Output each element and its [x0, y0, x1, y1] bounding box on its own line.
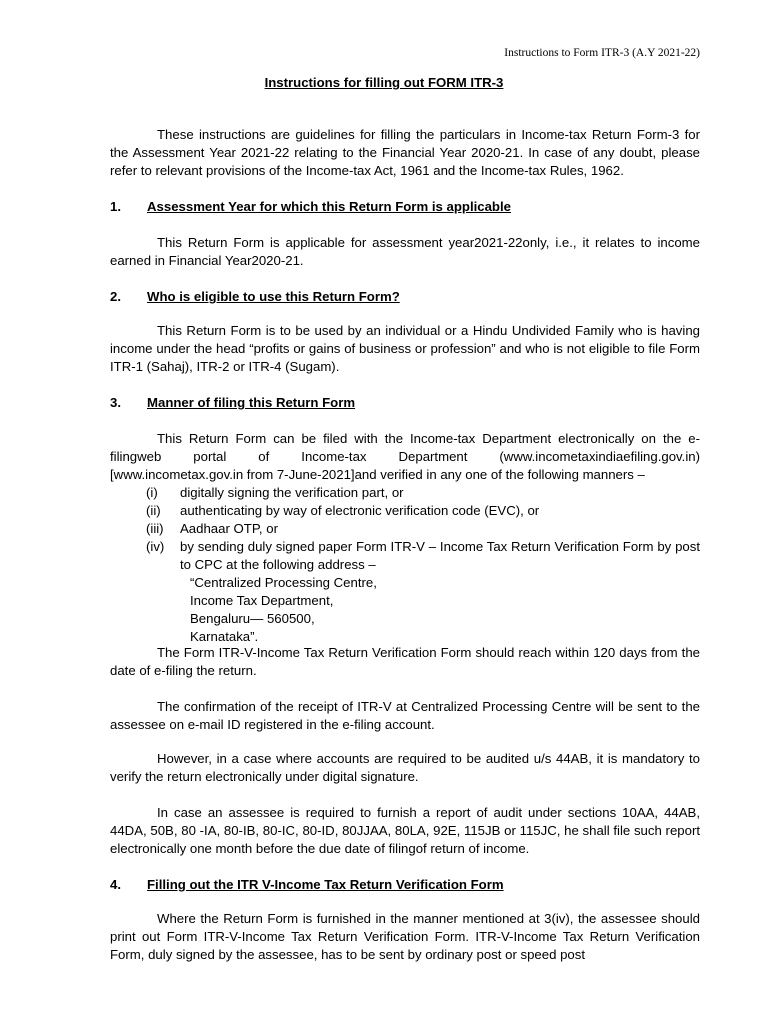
- list-text: authenticating by way of electronic verification code (EVC), or: [180, 503, 540, 518]
- section-3-paragraph: In case an assessee is required to furnish a report of audit under sections 10AA, 44AB, 44DA, 50B, 80 -IA, 80-IB, 80-IC, 80-ID, 80JJAA, 80LA, 92E, 115JB or 115JC, he shall file such report electronically one month before the due date of filingof return of income.: [110, 805, 700, 856]
- section-3-paragraph: The confirmation of the receipt of ITR-V at Centralized Processing Centre will be sent to the assessee on e-mail ID registered in the e-filing account.: [110, 699, 700, 732]
- verification-manners-list: [146, 484, 700, 574]
- intro-paragraph: These instructions are guidelines for filling the particulars in Income-tax Return Form-3 for the Assessment Year 2021-22 relating to the Financial Year 2020-21. In case of any doubt, please refer to relevant provisions of the Income-tax Act, 1961 and the Income-tax Rules, 1962.: [110, 127, 700, 178]
- section-4-paragraph: Where the Return Form is furnished in the manner mentioned at 3(iv), the assessee should print out Form ITR-V-Income Tax Return Verification Form. ITR-V-Income Tax Return Verification Form, duly signed by the assessee, has to be sent by ordinary post or speed post: [110, 911, 700, 962]
- section-1-heading: [110, 198, 700, 216]
- address-line: “Centralized Processing Centre,: [190, 575, 377, 590]
- address-line: Bengaluru— 560500,: [190, 611, 315, 626]
- document-title: Instructions for filling out FORM ITR-3: [264, 75, 504, 90]
- section-title: Assessment Year for which this Return Form is applicable: [147, 199, 511, 214]
- section-title: Filling out the ITR V-Income Tax Return Verification Form: [147, 877, 504, 892]
- section-number: 1.: [110, 199, 121, 214]
- lead-line: [www.incometax.gov.in from 7-June-2021]and verified in any one of the following manners –: [110, 467, 645, 482]
- list-text: digitally signing the verification part, or: [180, 485, 404, 500]
- section-3-heading: [110, 394, 700, 412]
- list-item: [146, 502, 700, 520]
- list-text: by sending duly signed paper Form ITR-V – Income Tax Return Verification Form by post to CPC at the following address –: [180, 539, 700, 572]
- page-header: Instructions to Form ITR-3 (A.Y 2021-22): [504, 47, 700, 59]
- list-item: [146, 520, 700, 538]
- list-marker: (i): [146, 485, 158, 500]
- section-number: 2.: [110, 289, 121, 304]
- section-2-heading: [110, 288, 700, 306]
- list-marker: (ii): [146, 503, 161, 518]
- section-title: Manner of filing this Return Form: [147, 395, 356, 410]
- section-3-paragraph: The Form ITR-V-Income Tax Return Verification Form should reach within 120 days from the date of e-filing the return.: [110, 645, 700, 678]
- cpc-address: [190, 574, 377, 646]
- list-marker: (iii): [146, 521, 164, 536]
- lead-line: filingweb portal of Income-tax Department (www.incometaxindiaefiling.gov.in): [110, 449, 700, 464]
- section-3-paragraph: However, in a case where accounts are required to be audited u/s 44AB, it is mandatory to verify the return electronically under digital signature.: [110, 751, 700, 784]
- address-line: Karnataka”.: [190, 629, 259, 644]
- section-title: Who is eligible to use this Return Form?: [147, 289, 400, 304]
- list-item: [146, 538, 700, 574]
- list-text: Aadhaar OTP, or: [180, 521, 278, 536]
- lead-line: This Return Form can be filed with the Income-tax Department electronically on the e-: [157, 431, 700, 446]
- section-number: 4.: [110, 877, 121, 892]
- section-number: 3.: [110, 395, 121, 410]
- section-3-lead: [110, 430, 700, 484]
- section-2-paragraph: This Return Form is to be used by an individual or a Hindu Undivided Family who is having income under the head “profits or gains of business or profession” and who is not eligible to file Form ITR-1 (Sahaj), ITR-2 or ITR-4 (Sugam).: [110, 323, 700, 374]
- list-item: [146, 484, 700, 502]
- section-1-paragraph: This Return Form is applicable for assessment year2021-22only, i.e., it relates to income earned in Financial Year2020-21.: [110, 235, 700, 268]
- section-4-heading: [110, 876, 700, 894]
- list-marker: (iv): [146, 539, 165, 554]
- address-line: Income Tax Department,: [190, 593, 334, 608]
